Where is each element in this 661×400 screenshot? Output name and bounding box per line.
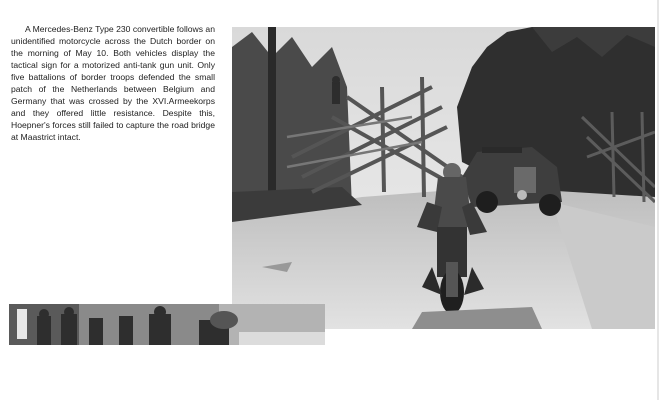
page-edge: [657, 0, 659, 400]
utility-pole: [268, 27, 276, 212]
secondary-photograph: [9, 304, 325, 345]
soldiers-photo-strip: [9, 304, 325, 345]
border-crossing-photo: [232, 27, 655, 329]
photo-caption: A Mercedes-Benz Type 230 convertible follows an unidentified motorcycle across the Dutch border on the morning of May 10. Both vehicles display the tactical sign for a motorized anti-tank gun unit. Only five battalions of border troops defended the small patch of the Netherlands between Belgium and Germany that was crossed by the XVI.Armeekorps and they offered little resistance. Despite this, Hoepner's forces still failed to capture the road bridge at Maastrict intact.: [11, 24, 215, 142]
main-photograph: [232, 27, 655, 329]
